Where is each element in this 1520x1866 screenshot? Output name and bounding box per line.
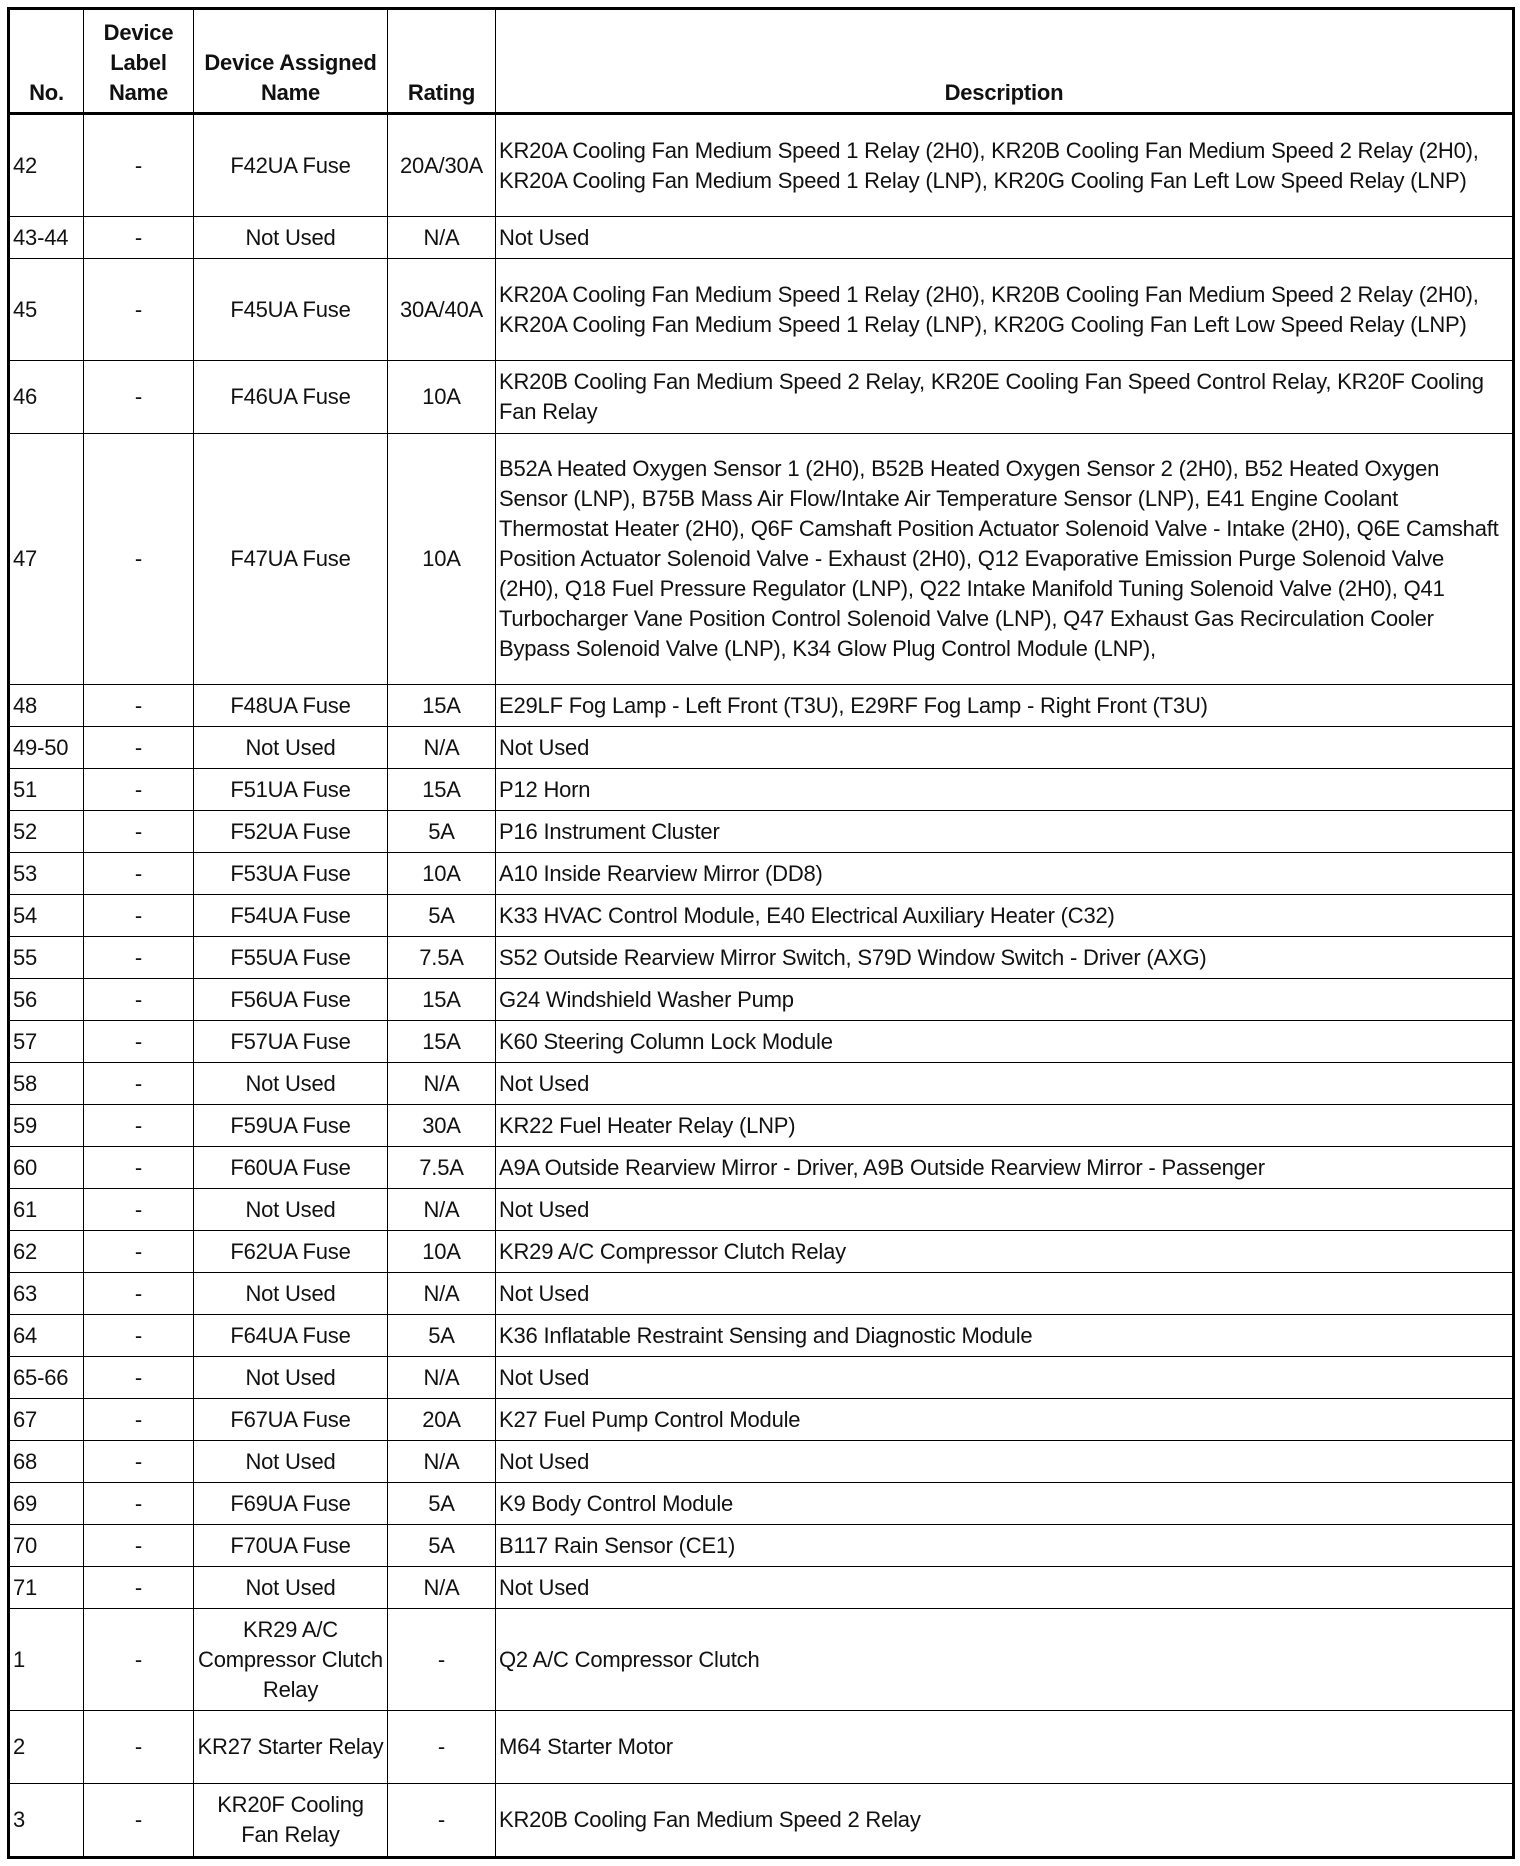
cell-device-label-name: -: [84, 1357, 194, 1399]
cell-description: Not Used: [496, 1441, 1514, 1483]
cell-device-label-name: -: [84, 1399, 194, 1441]
cell-description: Not Used: [496, 1567, 1514, 1609]
table-row: [9, 895, 1514, 937]
cell-device-label-name: -: [84, 685, 194, 727]
cell-device-label-name: -: [84, 853, 194, 895]
cell-description: Not Used: [496, 1189, 1514, 1231]
cell-device-label-name: -: [84, 979, 194, 1021]
cell-device-label-name: -: [84, 1147, 194, 1189]
table-row: [9, 979, 1514, 1021]
cell-no: 67: [9, 1399, 84, 1441]
cell-device-assigned-name: F42UA Fuse: [194, 114, 388, 217]
cell-no: 52: [9, 811, 84, 853]
cell-rating: 15A: [388, 769, 496, 811]
cell-device-assigned-name: Not Used: [194, 1357, 388, 1399]
cell-device-assigned-name: F69UA Fuse: [194, 1483, 388, 1525]
cell-device-label-name: -: [84, 1483, 194, 1525]
cell-rating: 5A: [388, 1315, 496, 1357]
cell-no: 57: [9, 1021, 84, 1063]
cell-no: 51: [9, 769, 84, 811]
cell-device-label-name: -: [84, 1063, 194, 1105]
cell-description: A9A Outside Rearview Mirror - Driver, A9B Outside Rearview Mirror - Passenger: [496, 1147, 1514, 1189]
cell-rating: N/A: [388, 217, 496, 259]
table-row: [9, 1189, 1514, 1231]
cell-device-assigned-name: Not Used: [194, 727, 388, 769]
cell-device-assigned-name: Not Used: [194, 1273, 388, 1315]
cell-rating: 7.5A: [388, 1147, 496, 1189]
cell-device-assigned-name: F54UA Fuse: [194, 895, 388, 937]
table-row: [9, 811, 1514, 853]
cell-device-assigned-name: F48UA Fuse: [194, 685, 388, 727]
cell-device-assigned-name: F45UA Fuse: [194, 259, 388, 361]
table-row: [9, 114, 1514, 217]
cell-no: 2: [9, 1711, 84, 1784]
table-row: [9, 1711, 1514, 1784]
table-row: [9, 434, 1514, 685]
cell-description: E29LF Fog Lamp - Left Front (T3U), E29RF Fog Lamp - Right Front (T3U): [496, 685, 1514, 727]
cell-device-assigned-name: KR27 Starter Relay: [194, 1711, 388, 1784]
cell-rating: -: [388, 1609, 496, 1711]
cell-description: Not Used: [496, 1357, 1514, 1399]
cell-description: Not Used: [496, 727, 1514, 769]
cell-device-label-name: -: [84, 434, 194, 685]
cell-device-label-name: -: [84, 1021, 194, 1063]
cell-no: 71: [9, 1567, 84, 1609]
cell-no: 46: [9, 361, 84, 434]
cell-device-label-name: -: [84, 114, 194, 217]
cell-no: 61: [9, 1189, 84, 1231]
cell-device-label-name: -: [84, 1189, 194, 1231]
cell-rating: 30A: [388, 1105, 496, 1147]
cell-no: 3: [9, 1784, 84, 1858]
cell-no: 70: [9, 1525, 84, 1567]
header-description: Description: [496, 9, 1514, 114]
cell-description: K36 Inflatable Restraint Sensing and Diagnostic Module: [496, 1315, 1514, 1357]
cell-device-label-name: -: [84, 1525, 194, 1567]
cell-description: Not Used: [496, 217, 1514, 259]
cell-no: 47: [9, 434, 84, 685]
table-row: [9, 1147, 1514, 1189]
cell-description: KR29 A/C Compressor Clutch Relay: [496, 1231, 1514, 1273]
cell-description: P12 Horn: [496, 769, 1514, 811]
cell-description: Not Used: [496, 1273, 1514, 1315]
cell-rating: 7.5A: [388, 937, 496, 979]
cell-device-assigned-name: F52UA Fuse: [194, 811, 388, 853]
cell-description: KR20B Cooling Fan Medium Speed 2 Relay: [496, 1784, 1514, 1858]
cell-rating: 20A: [388, 1399, 496, 1441]
table-row: [9, 727, 1514, 769]
table-row: [9, 937, 1514, 979]
cell-description: K27 Fuel Pump Control Module: [496, 1399, 1514, 1441]
cell-no: 56: [9, 979, 84, 1021]
cell-device-assigned-name: F67UA Fuse: [194, 1399, 388, 1441]
cell-no: 60: [9, 1147, 84, 1189]
cell-rating: 15A: [388, 1021, 496, 1063]
cell-description: S52 Outside Rearview Mirror Switch, S79D Window Switch - Driver (AXG): [496, 937, 1514, 979]
cell-description: K33 HVAC Control Module, E40 Electrical Auxiliary Heater (C32): [496, 895, 1514, 937]
cell-device-label-name: -: [84, 811, 194, 853]
cell-device-assigned-name: F53UA Fuse: [194, 853, 388, 895]
table-row: [9, 853, 1514, 895]
cell-rating: 5A: [388, 895, 496, 937]
cell-rating: N/A: [388, 1063, 496, 1105]
cell-rating: N/A: [388, 1189, 496, 1231]
cell-rating: 10A: [388, 853, 496, 895]
cell-device-label-name: -: [84, 727, 194, 769]
cell-device-label-name: -: [84, 1105, 194, 1147]
header-device-assigned-name: Device Assigned Name: [194, 9, 388, 114]
table-row: [9, 1273, 1514, 1315]
cell-description: B52A Heated Oxygen Sensor 1 (2H0), B52B Heated Oxygen Sensor 2 (2H0), B52 Heated Oxygen Sensor (LNP), B75B Mass Air Flow/Intake Air Temperature Sensor (LNP), E41 Engine Coolant Thermostat Heater (2H0), Q6F Camshaft Position Actuator Solenoid Valve - Intake (2H0), Q6E Camshaft Position Actuator Solenoid Valve - Exhaust (2H0), Q12 Evaporative Emission Purge Solenoid Valve (2H0), Q18 Fuel Pressure Regulator (LNP), Q22 Intake Manifold Tuning Solenoid Valve (2H0), Q41 Turbocharger Vane Position Control Solenoid Valve (LNP), Q47 Exhaust Gas Recirculation Cooler Bypass Solenoid Valve (LNP), K34 Glow Plug Control Module (LNP),: [496, 434, 1514, 685]
cell-device-assigned-name: F60UA Fuse: [194, 1147, 388, 1189]
cell-no: 45: [9, 259, 84, 361]
header-row: [9, 9, 1514, 114]
table-row: [9, 1063, 1514, 1105]
table-row: [9, 1609, 1514, 1711]
table-row: [9, 1315, 1514, 1357]
cell-device-assigned-name: Not Used: [194, 1567, 388, 1609]
cell-device-label-name: -: [84, 217, 194, 259]
cell-rating: N/A: [388, 1273, 496, 1315]
cell-rating: N/A: [388, 727, 496, 769]
table-row: [9, 217, 1514, 259]
cell-device-assigned-name: F55UA Fuse: [194, 937, 388, 979]
cell-device-label-name: -: [84, 895, 194, 937]
cell-device-assigned-name: F51UA Fuse: [194, 769, 388, 811]
cell-device-label-name: -: [84, 1231, 194, 1273]
cell-no: 55: [9, 937, 84, 979]
cell-device-assigned-name: F59UA Fuse: [194, 1105, 388, 1147]
cell-device-assigned-name: Not Used: [194, 217, 388, 259]
cell-device-label-name: -: [84, 1273, 194, 1315]
cell-rating: 5A: [388, 1525, 496, 1567]
cell-rating: 20A/30A: [388, 114, 496, 217]
cell-description: K9 Body Control Module: [496, 1483, 1514, 1525]
cell-description: KR20B Cooling Fan Medium Speed 2 Relay, KR20E Cooling Fan Speed Control Relay, KR20F Cooling Fan Relay: [496, 361, 1514, 434]
cell-device-assigned-name: F70UA Fuse: [194, 1525, 388, 1567]
cell-device-assigned-name: Not Used: [194, 1441, 388, 1483]
cell-device-assigned-name: KR20F Cooling Fan Relay: [194, 1784, 388, 1858]
table-row: [9, 1357, 1514, 1399]
cell-no: 58: [9, 1063, 84, 1105]
cell-no: 53: [9, 853, 84, 895]
cell-rating: -: [388, 1784, 496, 1858]
cell-no: 1: [9, 1609, 84, 1711]
cell-rating: 10A: [388, 434, 496, 685]
cell-no: 49-50: [9, 727, 84, 769]
table-row: [9, 769, 1514, 811]
cell-description: A10 Inside Rearview Mirror (DD8): [496, 853, 1514, 895]
cell-device-assigned-name: KR29 A/C Compressor Clutch Relay: [194, 1609, 388, 1711]
header-rating: Rating: [388, 9, 496, 114]
cell-no: 64: [9, 1315, 84, 1357]
cell-rating: -: [388, 1711, 496, 1784]
cell-device-assigned-name: Not Used: [194, 1063, 388, 1105]
table-row: [9, 1021, 1514, 1063]
cell-device-label-name: -: [84, 361, 194, 434]
table-row: [9, 1567, 1514, 1609]
cell-description: B117 Rain Sensor (CE1): [496, 1525, 1514, 1567]
cell-description: P16 Instrument Cluster: [496, 811, 1514, 853]
cell-description: KR20A Cooling Fan Medium Speed 1 Relay (2H0), KR20B Cooling Fan Medium Speed 2 Relay (2H0), KR20A Cooling Fan Medium Speed 1 Relay (LNP), KR20G Cooling Fan Left Low Speed Relay (LNP): [496, 259, 1514, 361]
cell-rating: N/A: [388, 1567, 496, 1609]
cell-no: 43-44: [9, 217, 84, 259]
table-body: [9, 114, 1514, 1858]
cell-device-assigned-name: Not Used: [194, 1189, 388, 1231]
table-row: [9, 361, 1514, 434]
cell-device-label-name: -: [84, 259, 194, 361]
cell-rating: 10A: [388, 1231, 496, 1273]
table-row: [9, 1441, 1514, 1483]
table-row: [9, 1105, 1514, 1147]
cell-device-label-name: -: [84, 1441, 194, 1483]
cell-rating: N/A: [388, 1357, 496, 1399]
cell-rating: N/A: [388, 1441, 496, 1483]
cell-no: 69: [9, 1483, 84, 1525]
cell-no: 68: [9, 1441, 84, 1483]
cell-rating: 5A: [388, 1483, 496, 1525]
cell-device-label-name: -: [84, 1609, 194, 1711]
cell-device-label-name: -: [84, 1315, 194, 1357]
cell-description: KR22 Fuel Heater Relay (LNP): [496, 1105, 1514, 1147]
cell-rating: 15A: [388, 685, 496, 727]
cell-description: G24 Windshield Washer Pump: [496, 979, 1514, 1021]
cell-description: K60 Steering Column Lock Module: [496, 1021, 1514, 1063]
table-row: [9, 685, 1514, 727]
cell-rating: 10A: [388, 361, 496, 434]
table-row: [9, 1525, 1514, 1567]
fuse-table: [7, 7, 1515, 1859]
cell-description: KR20A Cooling Fan Medium Speed 1 Relay (2H0), KR20B Cooling Fan Medium Speed 2 Relay (2H0), KR20A Cooling Fan Medium Speed 1 Relay (LNP), KR20G Cooling Fan Left Low Speed Relay (LNP): [496, 114, 1514, 217]
cell-device-label-name: -: [84, 937, 194, 979]
table-row: [9, 1784, 1514, 1858]
cell-device-assigned-name: F64UA Fuse: [194, 1315, 388, 1357]
cell-no: 42: [9, 114, 84, 217]
cell-device-assigned-name: F57UA Fuse: [194, 1021, 388, 1063]
cell-description: M64 Starter Motor: [496, 1711, 1514, 1784]
cell-rating: 30A/40A: [388, 259, 496, 361]
cell-device-assigned-name: F46UA Fuse: [194, 361, 388, 434]
table-row: [9, 1399, 1514, 1441]
cell-device-label-name: -: [84, 1567, 194, 1609]
cell-device-label-name: -: [84, 1784, 194, 1858]
cell-device-assigned-name: F47UA Fuse: [194, 434, 388, 685]
cell-rating: 5A: [388, 811, 496, 853]
cell-rating: 15A: [388, 979, 496, 1021]
cell-description: Q2 A/C Compressor Clutch: [496, 1609, 1514, 1711]
cell-device-assigned-name: F56UA Fuse: [194, 979, 388, 1021]
cell-no: 65-66: [9, 1357, 84, 1399]
table-row: [9, 1231, 1514, 1273]
table-row: [9, 259, 1514, 361]
cell-no: 48: [9, 685, 84, 727]
header-device-label-name: Device Label Name: [84, 9, 194, 114]
cell-no: 59: [9, 1105, 84, 1147]
cell-no: 54: [9, 895, 84, 937]
cell-device-label-name: -: [84, 1711, 194, 1784]
cell-no: 63: [9, 1273, 84, 1315]
cell-device-assigned-name: F62UA Fuse: [194, 1231, 388, 1273]
cell-no: 62: [9, 1231, 84, 1273]
cell-device-label-name: -: [84, 769, 194, 811]
cell-description: Not Used: [496, 1063, 1514, 1105]
table-row: [9, 1483, 1514, 1525]
header-no: No.: [9, 9, 84, 114]
